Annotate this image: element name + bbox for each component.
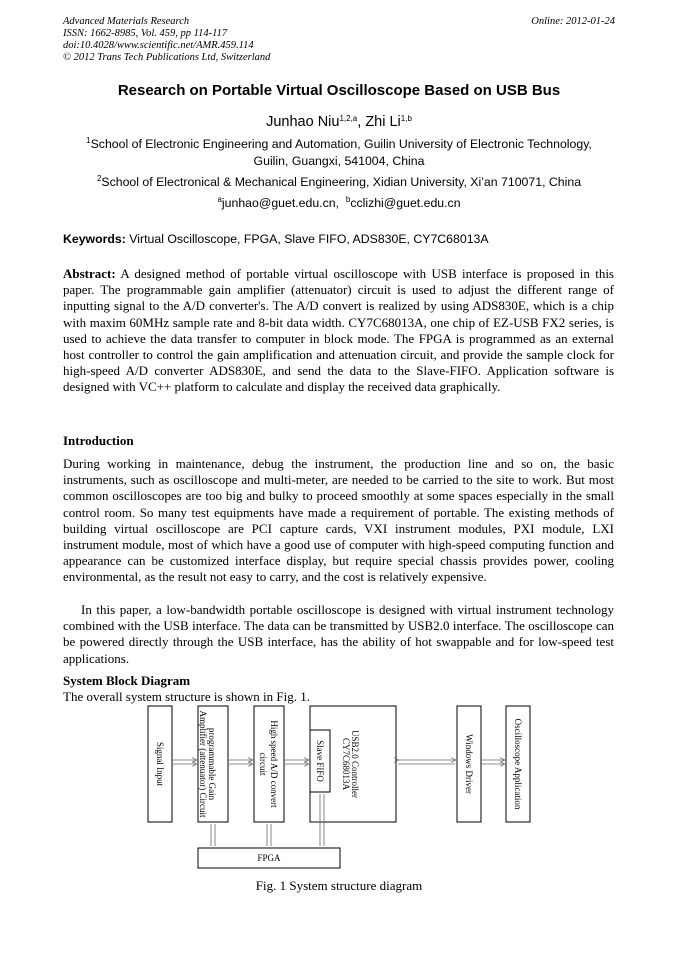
author-emails — [0, 196, 678, 210]
author-2-sup: 1,b — [400, 114, 412, 123]
affiliation-1-text: School of Electronic Engineering and Automation, Guilin University of Electronic Technology, Guilin, Guangxi, 541004, China — [90, 137, 592, 168]
doi: doi:10.4028/www.scientific.net/AMR.459.114 — [63, 40, 254, 51]
keywords-label: Keywords: — [63, 232, 126, 246]
affiliation-2 — [70, 174, 608, 191]
label-adc-line2: circuit — [258, 752, 268, 776]
author-2-name: Zhi Li — [365, 114, 401, 130]
issn: ISSN: 1662-8985, Vol. 459, pp 114-117 — [63, 28, 228, 39]
introduction-paragraph-2: In this paper, a low-bandwidth portable oscilloscope is designed with virtual instrument technology combined with the USB interface. The data can be transmitted by USB2.0 interface. The oscilloscope can be powered directly through the USB interface, has the ability of hot swappable and for low-speed test applications. — [63, 602, 614, 666]
abstract-text: A designed method of portable virtual oscilloscope with USB interface is proposed in this paper. The programmable gain amplifier (attenuator) circuit is used to adjust the different range of inputting signal to the A/D converter's. The A/D convert is realized by using ADS830E, which is a chip with maxim 60MHz sample rate and 8-bit data width. CY7C68013A, one chip of EZ-USB FX2 series, is used to achieve the data transfer to computer in block mode. The FPGA is programmed as an external host controller to control the gain amplification and attenuation circuit, and provide the sample clock for high-speed A/D converter ADS830E, and send the data to the Slave-FIFO. Application software is designed with VC++ platform to calculate and display the received data graphically. — [63, 266, 614, 395]
online-date: Online: 2012-01-24 — [531, 16, 615, 27]
introduction-paragraph-1: During working in maintenance, debug the instrument, the production line and so on, the basic instruments, such as oscilloscope and multi-meter, are needed to be carried to the site to work. But most common oscilloscopes are too big and bulky to proceed smoothly at some spaces especially in the small control room. So many test equipments have made a requirement of portable. The existing methods of building virtual oscilloscope are PCI capture cards, VXI instrument modules, PXI module, LXI instrument module, most of which have a good use of computer with high-speed computing function and appearance can be customized interface display, but require special chassis provides power, cooling environmental, as the result not easy to carry, and the cost is relatively expensive. — [63, 456, 614, 585]
label-slave-fifo: Slave FIFO — [315, 740, 325, 782]
author-separator: , — [357, 114, 366, 130]
system-block-heading: System Block Diagram — [63, 673, 191, 688]
affiliation-2-sup: 2 — [96, 174, 102, 183]
label-windows-driver: Windows Driver — [464, 734, 474, 794]
label-usb-line1: USB2.0 Controller — [350, 729, 360, 799]
author-1-sup: 1,2,a — [339, 114, 358, 123]
abstract — [63, 266, 614, 396]
label-signal-input: Signal Input — [155, 741, 165, 787]
email-a-sup: a — [217, 195, 222, 204]
label-fpga: FPGA — [257, 853, 281, 863]
affiliation-1 — [70, 136, 608, 170]
author-1-name: Junhao Niu — [266, 114, 340, 130]
abstract-label: Abstract: — [63, 266, 116, 281]
system-structure-diagram — [140, 702, 540, 872]
email-b[interactable]: cclizhi@guet.edu.cn — [350, 196, 461, 210]
keywords — [63, 232, 489, 246]
email-b-sup: b — [345, 195, 351, 204]
copyright: © 2012 Trans Tech Publications Ltd, Switzerland — [63, 52, 271, 63]
affiliation-1-sup: 1 — [86, 136, 91, 145]
figure-caption: Fig. 1 System structure diagram — [255, 878, 423, 893]
affiliation-2-text: School of Electronical & Mechanical Engineering, Xidian University, Xi’an 710071, China — [101, 175, 582, 189]
label-usb-line2: CY7C68013A — [341, 737, 351, 791]
journal-name: Advanced Materials Research — [63, 16, 190, 27]
email-a[interactable]: junhao@guet.edu.cn, — [221, 196, 340, 210]
authors — [0, 114, 678, 130]
journal-header — [63, 16, 270, 64]
keywords-text: Virtual Oscilloscope, FPGA, Slave FIFO, ADS830E, CY7C68013A — [129, 232, 489, 246]
label-pga-line1: programmable Gain — [207, 727, 217, 801]
paper-title: Research on Portable Virtual Oscilloscope Based on USB Bus — [117, 82, 561, 99]
label-pga-line2: Amplifier (attenuator) Circuit — [198, 710, 208, 818]
system-block-text: The overall system structure is shown in Fig. 1. — [63, 689, 310, 704]
label-oscilloscope-application: Oscilloscope Application — [513, 718, 523, 810]
label-adc-line1: High speed A/D convert — [269, 720, 279, 808]
introduction-heading: Introduction — [63, 433, 134, 448]
